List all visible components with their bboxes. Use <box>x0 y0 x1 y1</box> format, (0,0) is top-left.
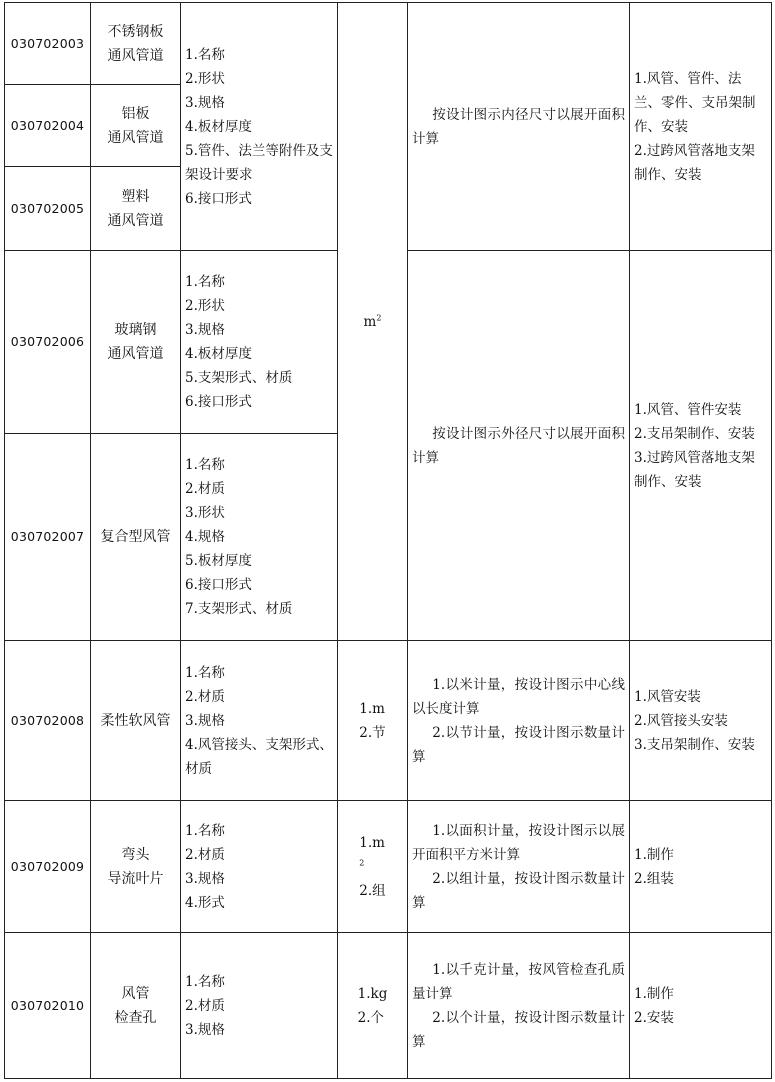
item-code: 030702009 <box>5 801 91 933</box>
spec-table <box>4 2 772 1079</box>
unit-cell: 1.m 2.节 <box>338 641 408 801</box>
table-row <box>5 641 772 801</box>
work-content: 1.制作 2.安装 <box>630 933 772 1079</box>
quantity-rule: 按设计图示内径尺寸以展开面积计算 <box>408 3 630 251</box>
item-code: 030702006 <box>5 251 91 434</box>
unit-cell: 1.m $^2$ 2.组 <box>338 801 408 933</box>
work-content: 1.风管、管件安装 2.支吊架制作、安装 3.过跨风管落地支架制作、安装 <box>630 251 772 641</box>
work-content: 1.制作 2.组装 <box>630 801 772 933</box>
item-code: 030702007 <box>5 434 91 641</box>
item-name: 复合型风管 <box>91 434 181 641</box>
item-name: 弯头 导流叶片 <box>91 801 181 933</box>
item-code: 030702005 <box>5 167 91 251</box>
quantity-rule: 1.以面积计量，按设计图示以展开面积平方米计算 2.以组计量，按设计图示数量计算 <box>408 801 630 933</box>
item-features: 1.名称 2.材质 3.规格 4.形式 <box>181 801 338 933</box>
unit-cell: $m^2$ <box>338 3 408 641</box>
item-code: 030702003 <box>5 3 91 85</box>
item-code: 030702008 <box>5 641 91 801</box>
quantity-rule: 1.以千克计量，按风管检查孔质量计算 2.以个计量，按设计图示数量计算 <box>408 933 630 1079</box>
work-content: 1.风管安装 2.风管接头安装 3.支吊架制作、安装 <box>630 641 772 801</box>
table-row <box>5 801 772 933</box>
item-name: 柔性软风管 <box>91 641 181 801</box>
item-name: 玻璃钢 通风管道 <box>91 251 181 434</box>
table-row <box>5 3 772 85</box>
item-name: 铝板 通风管道 <box>91 85 181 167</box>
item-code: 030702010 <box>5 933 91 1079</box>
work-content: 1.风管、管件、法兰、零件、支吊架制作、安装 2.过跨风管落地支架制作、安装 <box>630 3 772 251</box>
item-features: 1.名称 2.材质 3.规格 4.风管接头、支架形式、材质 <box>181 641 338 801</box>
item-code: 030702004 <box>5 85 91 167</box>
quantity-rule: 按设计图示外径尺寸以展开面积计算 <box>408 251 630 641</box>
unit-label: m <box>363 313 377 330</box>
item-features: 1.名称 2.形状 3.规格 4.板材厚度 5.管件、法兰等附件及支架设计要求 6.接口形式 <box>181 3 338 251</box>
quantity-rule: 1.以米计量，按设计图示中心线以长度计算 2.以节计量，按设计图示数量计算 <box>408 641 630 801</box>
item-name: 风管 检查孔 <box>91 933 181 1079</box>
table-row <box>5 933 772 1079</box>
item-features: 1.名称 2.形状 3.规格 4.板材厚度 5.支架形式、材质 6.接口形式 <box>181 251 338 434</box>
item-features: 1.名称 2.材质 3.规格 <box>181 933 338 1079</box>
item-features: 1.名称 2.材质 3.形状 4.规格 5.板材厚度 6.接口形式 7.支架形式、材质 <box>181 434 338 641</box>
unit-cell: 1.kg 2.个 <box>338 933 408 1079</box>
item-name: 不锈钢板 通风管道 <box>91 3 181 85</box>
item-name: 塑料 通风管道 <box>91 167 181 251</box>
